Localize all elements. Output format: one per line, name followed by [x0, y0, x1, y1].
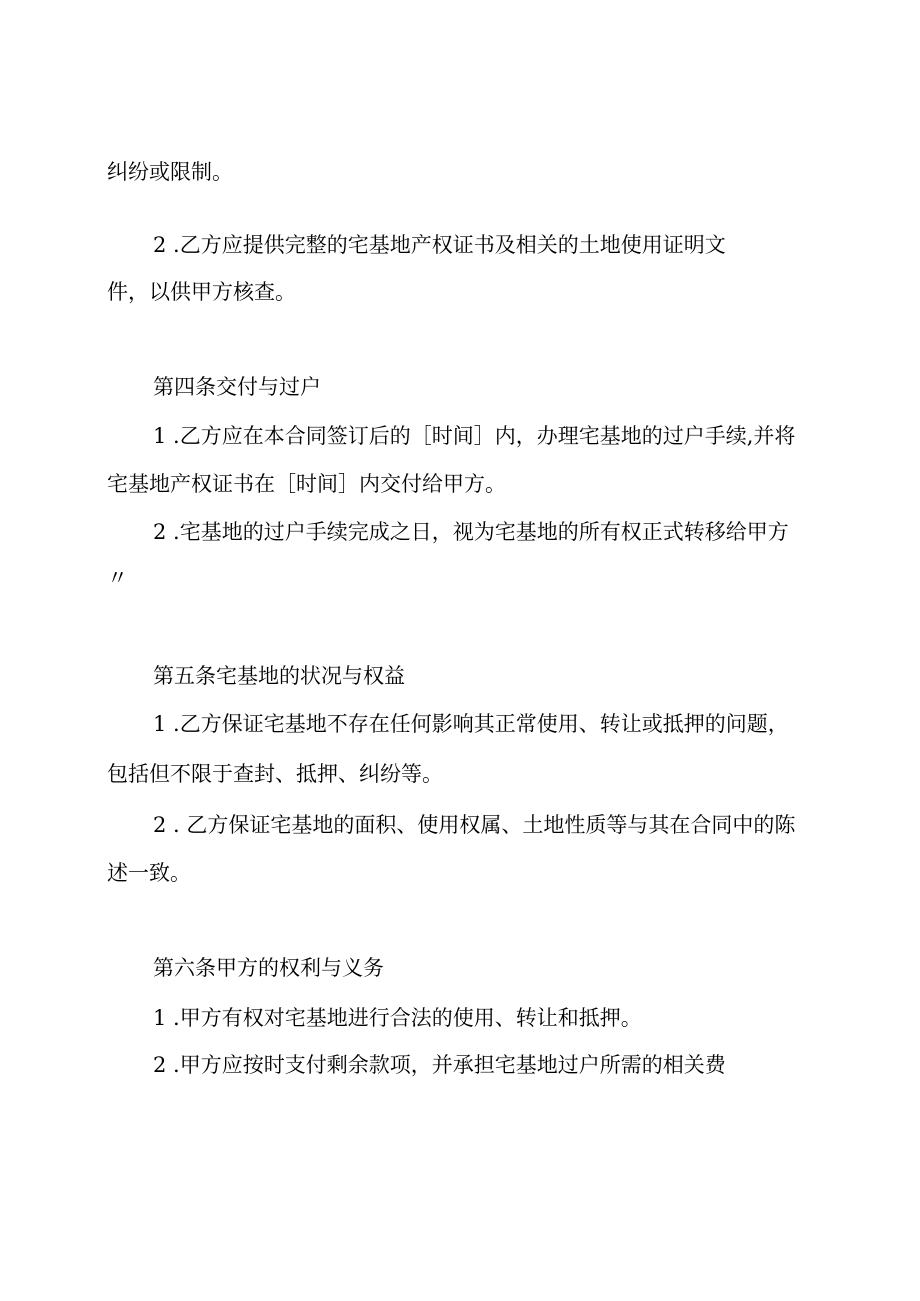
paragraph-line: 宅基地产权证书在［时间］内交付给甲方。 [107, 472, 506, 496]
section-heading: 第四条交付与过户 [153, 375, 321, 399]
paragraph-line: 1 .甲方有权对宅基地进行合法的使用、转让和抵押。 [153, 1006, 642, 1030]
paragraph-line: 2 .宅基地的过户手续完成之日，视为宅基地的所有权正式转移给甲方 [153, 520, 789, 544]
paragraph-line: 〃 [107, 566, 128, 590]
paragraph-line: 纠纷或限制。 [107, 160, 233, 184]
paragraph-line: 件，以供甲方核查。 [107, 280, 296, 304]
section-heading: 第五条宅基地的状况与权益 [153, 664, 405, 688]
paragraph-line: 1 .乙方应在本合同签订后的［时间］内，办理宅基地的过户手续,并将 [153, 424, 796, 448]
paragraph-line: 包括但不限于查封、抵押、纠纷等。 [107, 762, 443, 786]
paragraph-line: 2 . 乙方保证宅基地的面积、使用权属、土地性质等与其在合同中的陈 [153, 813, 796, 837]
paragraph-line: 述一致。 [107, 861, 191, 885]
paragraph-line: 2 .甲方应按时支付剩余款项，并承担宅基地过户所需的相关费 [153, 1053, 726, 1077]
paragraph-line: 2 .乙方应提供完整的宅基地产权证书及相关的土地使用证明文 [153, 233, 726, 257]
section-heading: 第六条甲方的权利与义务 [153, 956, 384, 980]
paragraph-line: 1 .乙方保证宅基地不存在任何影响其正常使用、转让或抵押的问题， [153, 712, 789, 736]
